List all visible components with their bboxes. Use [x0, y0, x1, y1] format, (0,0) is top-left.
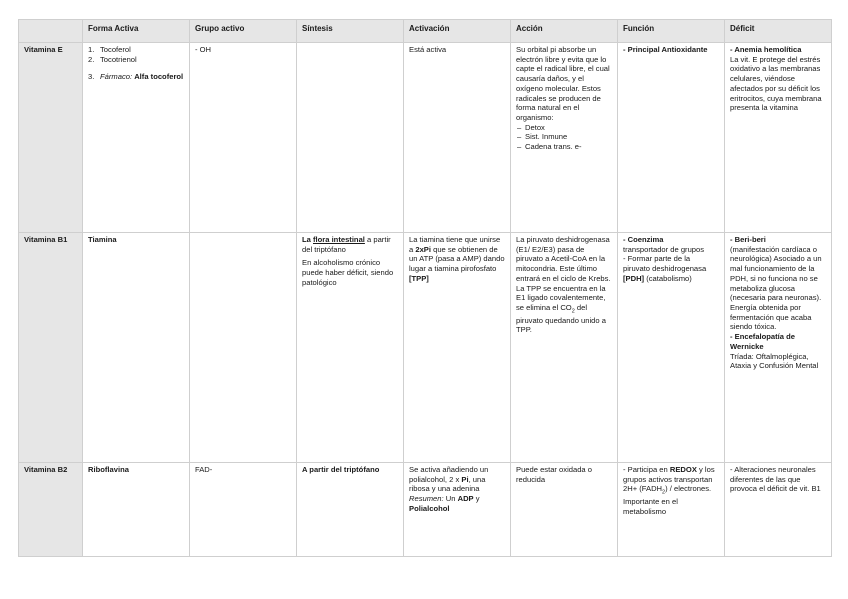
header-deficit: Déficit — [725, 20, 832, 43]
deficit-text: (manifestación cardíaca o neurológica) Asociado a un mal funcionamiento de la PDH, si no funciona no se metaboliza glucosa (necesaria para neuronas). Energía obtenida por fermentación que acaba siendo tóxica. — [730, 244, 822, 332]
sintesis-note: En alcoholismo crónico puede haber déficit, siendo patológico — [302, 258, 394, 287]
accion-text: La TPP se encuentra en la E1 ligado covalentemente, se elimina el CO — [516, 283, 606, 313]
accion-text: La piruvato deshidrogenasa (E1/ E2/E3) pasa de piruvato a Acetil-CoA en la mitocondria. Este último entrará en el ciclo de Krebs. — [516, 235, 611, 283]
activacion-text: , una ribosa y una adenina — [409, 474, 486, 494]
cell-accion-e — [511, 43, 618, 233]
funcion-text: - Formar parte de la piruvato deshidrogenasa — [623, 254, 707, 274]
cell-funcion-e — [618, 43, 725, 233]
deficit-title: - Anemia hemolítica — [730, 45, 802, 54]
cell-sintesis-e — [297, 43, 404, 233]
activacion-2xpi: 2xPi — [415, 244, 431, 254]
cell-forma-activa-b2 — [83, 463, 190, 557]
accion-text: Su orbital pi absorbe un electrón libre y evita que lo capte el radical libre, el cual causaría daños, y el oxígeno molecular. Estos radicales se producen de forma natural en el organismo: — [516, 45, 610, 123]
row-vitamina-e — [19, 43, 832, 233]
funcion-pdh: [PDH] — [623, 273, 645, 283]
co2-subscript: 2 — [571, 308, 575, 315]
farmaco-label: Fármaco: — [100, 72, 133, 82]
cell-forma-activa-e: 1. Tocoferol 2. Tocotrienol 3. Fármaco: Alfa tocoferol — [83, 43, 190, 233]
cell-funcion-b2 — [618, 463, 725, 557]
row-label-vitamina-b1: Vitamina B1 — [19, 233, 83, 463]
deficit-text: La vit. E protege del estrés oxidativo a las membranas celulares, viéndose afectados por su déficit los eritrocitos, cuya membrana presenta la vitamina — [730, 54, 822, 113]
forma-text: Tiamina — [88, 235, 117, 244]
cell-deficit-b2: - Alteraciones neuronales diferentes de las que provoca el déficit de vit. B1 — [725, 463, 832, 557]
cell-funcion-b1 — [618, 233, 725, 463]
deficit-title: - Encefalopatía de Wernicke — [730, 332, 795, 351]
header-accion: Acción — [511, 20, 618, 43]
header-funcion: Función — [618, 20, 725, 43]
deficit-text: Tríada: Oftalmoplégica, Ataxia y Confusión Mental — [730, 351, 819, 371]
header-row — [19, 20, 832, 43]
header-activacion: Activación — [404, 20, 511, 43]
cell-activacion-b1 — [404, 233, 511, 463]
cell-sintesis-b2 — [297, 463, 404, 557]
cell-accion-b1 — [511, 233, 618, 463]
cell-forma-activa-b1 — [83, 233, 190, 463]
accion-item: – Detox — [516, 123, 612, 133]
funcion-redox: REDOX — [669, 465, 697, 474]
row-label-vitamina-e: Vitamina E — [19, 43, 83, 233]
vitamins-table-page — [18, 19, 831, 557]
header-sintesis: Síntesis — [297, 20, 404, 43]
funcion-text: - Participa en — [623, 465, 668, 474]
resumen-text: Un — [445, 494, 456, 504]
cell-activacion-b2 — [404, 463, 511, 557]
funcion-text: transportador de grupos — [623, 244, 705, 254]
cell-sintesis-b1 — [297, 233, 404, 463]
accion-text: del piruvato quedando unido a TPP. — [516, 303, 606, 335]
funcion-text: - Principal Antioxidante — [623, 45, 708, 54]
sintesis-pre: La — [302, 235, 311, 244]
sintesis-text: A partir del triptófano — [302, 465, 380, 474]
row-vitamina-b2 — [19, 463, 832, 557]
forma-text: Riboflavina — [88, 465, 129, 474]
row-label-vitamina-b2: Vitamina B2 — [19, 463, 83, 557]
resumen-text: y — [475, 494, 480, 504]
cell-activacion-e: Está activa — [404, 43, 511, 233]
funcion-text: ) / electrones. Importante en el metabolismo — [623, 484, 712, 516]
cell-grupo-activo-b2: FAD- — [190, 463, 297, 557]
funcion-text: (catabolismo) — [646, 273, 692, 283]
forma-item: Tocotrienol — [100, 54, 137, 64]
activacion-pi: Pi — [461, 474, 469, 484]
funcion-text: y los grupos activos transportan 2H+ (FADH — [623, 465, 715, 494]
cell-grupo-activo-b1 — [190, 233, 297, 463]
vitamins-table — [18, 19, 832, 557]
fadh2-subscript: 2 — [662, 489, 666, 496]
farmaco-value: Alfa tocoferol — [134, 72, 184, 82]
accion-item: – Sist. Inmune — [516, 132, 612, 142]
activacion-text: Se activa añadiendo un polialcohol, 2 x — [409, 465, 489, 484]
row-vitamina-b1 — [19, 233, 832, 463]
cell-grupo-activo-e: - OH — [190, 43, 297, 233]
sintesis-flora: flora intestinal — [313, 235, 365, 244]
cell-deficit-e — [725, 43, 832, 233]
funcion-title: - Coenzima — [623, 235, 664, 244]
header-empty — [19, 20, 83, 43]
resumen-label: Resumen: — [409, 494, 444, 504]
resumen-adp: ADP — [457, 494, 474, 504]
cell-deficit-b1 — [725, 233, 832, 463]
activacion-text: La tiamina tiene que unirse a — [409, 235, 501, 254]
accion-item: – Cadena trans. e- — [516, 142, 612, 152]
forma-item: Tocoferol — [100, 45, 131, 54]
header-forma-activa: Forma Activa — [83, 20, 190, 43]
resumen-polialcohol: Polialcohol — [409, 503, 450, 513]
deficit-title: - Beri-beri — [730, 235, 766, 244]
cell-accion-b2: Puede estar oxidada o reducida — [511, 463, 618, 557]
activacion-tpp: [TPP] — [409, 273, 429, 283]
header-grupo-activo: Grupo activo — [190, 20, 297, 43]
sintesis-post: a partir del triptófano — [302, 235, 391, 254]
activacion-text: que se obtienen de un ATP (pasa a AMP) dando lugar a tiamina pirofosfato — [409, 244, 505, 274]
